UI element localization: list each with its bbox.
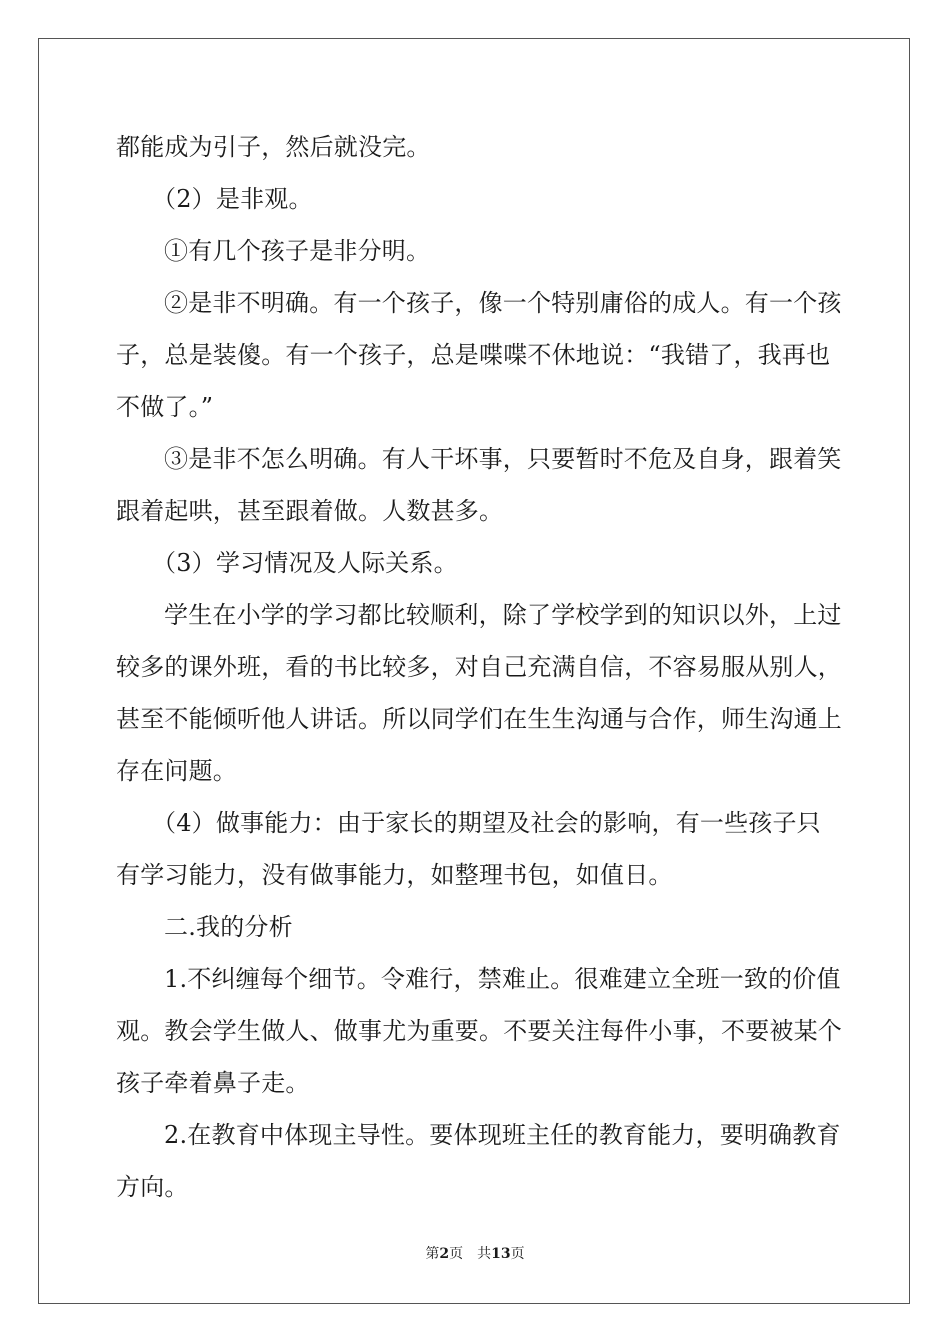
- text-line: 2.在教育中体现主导性。要体现班主任的教育能力，要明确教育: [164, 1121, 841, 1149]
- paragraph-7: [116, 596, 842, 791]
- text-line: （4）做事能力：由于家长的期望及社会的影响，有一些孩子只: [152, 809, 821, 837]
- total-pages: 13: [491, 1246, 511, 1262]
- text-line: 方向。: [116, 1173, 189, 1201]
- paragraph-2: [116, 180, 834, 219]
- page-suffix: 页: [449, 1246, 464, 1262]
- text-line: ②是非不明确。有一个孩子，像一个特别庸俗的成人。有一个孩: [164, 289, 842, 317]
- total-suffix: 页: [510, 1246, 525, 1262]
- total-prefix: 共: [477, 1246, 492, 1262]
- paragraph-6: [116, 544, 834, 583]
- text-line: 都能成为引子，然后就没完。: [116, 133, 431, 161]
- text-line: 学生在小学的学习都比较顺利，除了学校学到的知识以外，上过: [164, 601, 842, 629]
- text-line: （2）是非观。: [152, 185, 313, 213]
- paragraph-3: [116, 232, 834, 271]
- paragraph-10: [116, 960, 842, 1103]
- text-line: 1.不纠缠每个细节。令难行，禁难止。很难建立全班一致的价值: [164, 965, 841, 993]
- section-heading: [116, 908, 834, 947]
- page-number: 2: [439, 1246, 450, 1262]
- paragraph-8: [116, 804, 834, 895]
- text-line: 较多的课外班，看的书比较多，对自己充满自信，不容易服从别人，: [116, 653, 842, 681]
- paragraph-5: [116, 440, 842, 531]
- text-line: ③是非不怎么明确。有人干坏事，只要暂时不危及自身，跟着笑: [164, 445, 842, 473]
- page-prefix: 第: [425, 1246, 440, 1262]
- text-line: 子，总是装傻。有一个孩子，总是喋喋不休地说：“我错了，我再也: [116, 341, 831, 369]
- text-line: 二.我的分析: [164, 913, 293, 941]
- text-line: （3）学习情况及人际关系。: [152, 549, 458, 577]
- text-line: 不做了。”: [116, 393, 214, 421]
- document-body: [116, 128, 842, 1207]
- paragraph-4: [116, 284, 842, 427]
- text-line: 孩子牵着鼻子走。: [116, 1069, 310, 1097]
- text-line: 存在问题。: [116, 757, 237, 785]
- text-line: 跟着起哄，甚至跟着做。人数甚多。: [116, 497, 504, 525]
- paragraph-11: [116, 1116, 841, 1207]
- paragraph-1: [116, 128, 834, 167]
- text-line: 甚至不能倾听他人讲话。所以同学们在生生沟通与合作，师生沟通上: [116, 705, 842, 733]
- text-line: 有学习能力，没有做事能力，如整理书包，如值日。: [116, 861, 673, 889]
- page-footer: [0, 1245, 950, 1263]
- text-line: ①有几个孩子是非分明。: [164, 237, 431, 265]
- text-line: 观。教会学生做人、做事尤为重要。不要关注每件小事，不要被某个: [116, 1017, 842, 1045]
